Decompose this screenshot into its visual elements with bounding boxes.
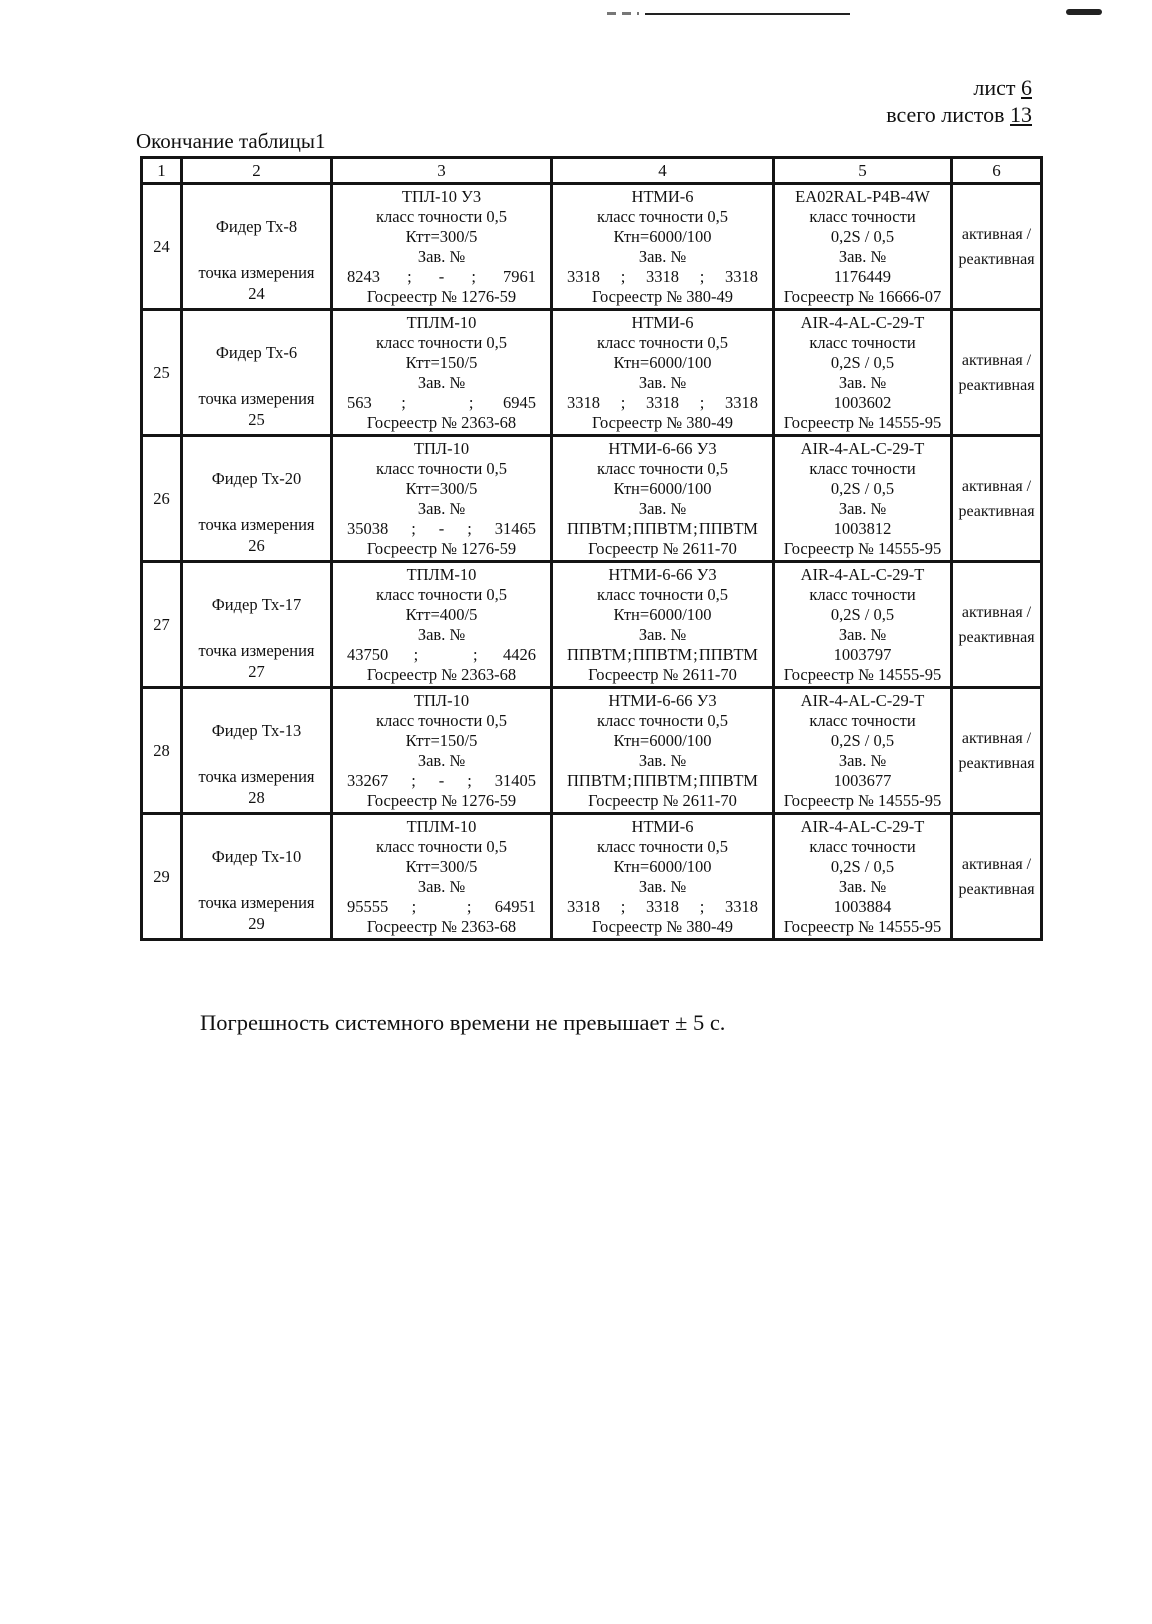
- serial-part: ;: [620, 897, 626, 916]
- measuring-point: [183, 640, 330, 683]
- vt-type: НТМИ-6-66 У3: [608, 691, 717, 710]
- meter-serial-label: Зав. №: [838, 247, 887, 266]
- sheet-label: лист: [973, 75, 1016, 100]
- serial-part: ;: [467, 519, 472, 538]
- energy-type: [953, 348, 1040, 398]
- feeder-stack: [183, 311, 330, 431]
- feeder-cell: [182, 436, 332, 562]
- vt-type: НТМИ-6: [631, 817, 694, 836]
- measuring-point-label: точка измерения: [198, 767, 315, 786]
- current-transformer-cell: [332, 814, 552, 940]
- ct-type: ТПЛ-10: [413, 439, 470, 458]
- serial-part: ;: [693, 645, 698, 664]
- ct-accuracy-class: класс точности 0,5: [375, 333, 508, 352]
- ct-accuracy-class: класс точности 0,5: [375, 207, 508, 226]
- meter-type: AIR-4-AL-C-29-T: [800, 439, 925, 458]
- ct-registry-number: Госреестр № 2363-68: [366, 413, 517, 432]
- feeder-cell: [182, 814, 332, 940]
- current-transformer-stack: [333, 439, 550, 558]
- current-transformer-cell: [332, 562, 552, 688]
- ct-serial-label: Зав. №: [417, 373, 466, 392]
- measuring-point: [183, 892, 330, 935]
- vt-serial-label: Зав. №: [638, 499, 687, 518]
- ct-ratio: Ктт=300/5: [405, 857, 478, 876]
- serial-part: ППВТМ: [567, 771, 627, 790]
- serial-part: 6945: [503, 393, 536, 412]
- serial-part: ППВТМ: [698, 645, 758, 664]
- vt-type: НТМИ-6-66 У3: [608, 565, 717, 584]
- serial-part: 3318: [725, 267, 758, 286]
- meter-stack: [775, 313, 950, 432]
- vt-ratio: Ктн=6000/100: [613, 479, 712, 498]
- feeder-stack: [183, 815, 330, 935]
- ct-ratio: Ктт=150/5: [405, 731, 478, 750]
- energy-type-line2: реактивная: [958, 628, 1035, 646]
- meter-serial-number: 1003677: [833, 771, 892, 790]
- current-transformer-cell: [332, 184, 552, 310]
- meter-cell: [774, 688, 952, 814]
- meter-accuracy-label: класс точности: [809, 585, 916, 604]
- total-sheets-label: всего листов: [886, 102, 1005, 127]
- table-body: [142, 184, 1042, 940]
- feeder-stack: [183, 689, 330, 809]
- ct-type: ТПЛ-10: [413, 691, 470, 710]
- ct-ratio: Ктт=400/5: [405, 605, 478, 624]
- feeder-cell: [182, 184, 332, 310]
- ct-accuracy-class: класс точности 0,5: [375, 459, 508, 478]
- vt-ratio: Ктн=6000/100: [613, 731, 712, 750]
- meter-accuracy-label: класс точности: [809, 711, 916, 730]
- row-number: 28: [142, 688, 182, 814]
- measuring-point: [183, 766, 330, 809]
- feeder-name: Фидер Тх-17: [211, 595, 302, 614]
- ct-type: ТПЛМ-10: [406, 313, 477, 332]
- feeder-stack: [183, 185, 330, 305]
- table-row: [142, 562, 1042, 688]
- vt-registry-number: Госреестр № 2611-70: [588, 791, 737, 810]
- meter-serial-label: Зав. №: [838, 625, 887, 644]
- column-header-4: 4: [552, 158, 774, 184]
- voltage-transformer-stack: [553, 187, 772, 306]
- vt-accuracy-class: класс точности 0,5: [596, 837, 729, 856]
- serial-part: [440, 897, 444, 916]
- ct-type: ТПЛМ-10: [406, 565, 477, 584]
- serial-part: 31465: [494, 519, 536, 538]
- energy-type-line1: активная /: [961, 855, 1032, 873]
- vt-serial-label: Зав. №: [638, 625, 687, 644]
- row-number: 29: [142, 814, 182, 940]
- ct-serial-numbers: [333, 771, 550, 790]
- vt-serial-numbers: [553, 897, 772, 916]
- meter-stack: [775, 187, 950, 306]
- meter-accuracy-value: 0,2S / 0,5: [830, 353, 895, 372]
- meter-stack: [775, 691, 950, 810]
- ct-serial-label: Зав. №: [417, 877, 466, 896]
- measuring-point-label: точка измерения: [198, 641, 315, 660]
- feeder-cell: [182, 688, 332, 814]
- vt-type: НТМИ-6: [631, 313, 694, 332]
- voltage-transformer-cell: [552, 562, 774, 688]
- ct-type: ТПЛМ-10: [406, 817, 477, 836]
- energy-type-cell: [952, 562, 1042, 688]
- table-caption: Окончание таблицы1: [136, 129, 326, 153]
- voltage-transformer-cell: [552, 184, 774, 310]
- vt-registry-number: Госреестр № 380-49: [591, 287, 734, 306]
- voltage-transformer-stack: [553, 313, 772, 432]
- current-transformer-cell: [332, 436, 552, 562]
- vt-accuracy-class: класс точности 0,5: [596, 333, 729, 352]
- energy-type: [953, 852, 1040, 902]
- scan-artifact-line: [645, 13, 850, 15]
- row-number: 24: [142, 184, 182, 310]
- ct-serial-numbers: [333, 519, 550, 538]
- current-transformer-stack: [333, 187, 550, 306]
- meter-stack: [775, 817, 950, 936]
- meter-type: AIR-4-AL-C-29-T: [800, 691, 925, 710]
- meter-type: AIR-4-AL-C-29-T: [800, 313, 925, 332]
- ct-accuracy-class: класс точности 0,5: [375, 711, 508, 730]
- meter-registry-number: Госреестр № 14555-95: [783, 917, 942, 936]
- meter-type: ЕА02RAL-P4B-4W: [795, 187, 930, 206]
- measuring-point: [183, 388, 330, 431]
- meter-accuracy-label: класс точности: [809, 333, 916, 352]
- serial-part: ;: [407, 267, 412, 286]
- serial-part: 31405: [494, 771, 536, 790]
- meter-type: AIR-4-AL-C-29-T: [800, 817, 925, 836]
- energy-type-line1: активная /: [961, 729, 1032, 747]
- serial-part: -: [438, 771, 445, 790]
- measuring-point-number: 26: [248, 536, 265, 555]
- serial-part: 3318: [646, 393, 679, 412]
- vt-accuracy-class: класс точности 0,5: [596, 585, 729, 604]
- serial-part: ;: [401, 393, 406, 412]
- energy-type-cell: [952, 688, 1042, 814]
- serial-part: ;: [693, 519, 698, 538]
- row-number: 25: [142, 310, 182, 436]
- column-header-1: 1: [142, 158, 182, 184]
- ct-registry-number: Госреестр № 1276-59: [366, 287, 517, 306]
- voltage-transformer-stack: [553, 565, 772, 684]
- serial-part: ППВТМ: [632, 771, 693, 790]
- energy-type-line2: реактивная: [958, 754, 1035, 772]
- meter-serial-number: 1003812: [833, 519, 892, 538]
- serial-part: ;: [620, 393, 626, 412]
- energy-type: [953, 726, 1040, 776]
- vt-serial-numbers: [553, 771, 772, 790]
- serial-part: 3318: [725, 897, 758, 916]
- meter-registry-number: Госреестр № 16666-07: [783, 287, 942, 306]
- voltage-transformer-cell: [552, 310, 774, 436]
- feeder-name: Фидер Тх-20: [211, 469, 302, 488]
- vt-serial-label: Зав. №: [638, 247, 687, 266]
- meter-serial-label: Зав. №: [838, 751, 887, 770]
- sheet-number: 6: [1021, 75, 1032, 100]
- energy-type-line1: активная /: [961, 351, 1032, 369]
- vt-serial-label: Зав. №: [638, 877, 687, 896]
- ct-serial-numbers: [333, 393, 550, 412]
- current-transformer-cell: [332, 310, 552, 436]
- voltage-transformer-stack: [553, 439, 772, 558]
- vt-registry-number: Госреестр № 380-49: [591, 917, 734, 936]
- total-sheets-line: [886, 101, 1032, 128]
- energy-type-line2: реактивная: [958, 376, 1035, 394]
- serial-part: ;: [466, 897, 472, 916]
- serial-part: -: [438, 519, 445, 538]
- voltage-transformer-cell: [552, 814, 774, 940]
- measuring-point: [183, 514, 330, 557]
- voltage-transformer-stack: [553, 817, 772, 936]
- serial-part: ППВТМ: [632, 519, 693, 538]
- serial-part: ;: [699, 393, 705, 412]
- measuring-point-number: 29: [248, 914, 265, 933]
- vt-serial-label: Зав. №: [638, 373, 687, 392]
- energy-type-line2: реактивная: [958, 250, 1035, 268]
- table-row: [142, 184, 1042, 310]
- meter-registry-number: Госреестр № 14555-95: [783, 791, 942, 810]
- meter-stack: [775, 439, 950, 558]
- meter-serial-label: Зав. №: [838, 877, 887, 896]
- current-transformer-stack: [333, 313, 550, 432]
- ct-serial-label: Зав. №: [417, 247, 466, 266]
- meter-type: AIR-4-AL-C-29-T: [800, 565, 925, 584]
- serial-part: ППВТМ: [632, 645, 693, 664]
- meter-serial-number: 1003797: [833, 645, 892, 664]
- scan-artifact-mark: [1066, 9, 1102, 15]
- voltage-transformer-stack: [553, 691, 772, 810]
- current-transformer-stack: [333, 817, 550, 936]
- energy-type-cell: [952, 436, 1042, 562]
- energy-type-line1: активная /: [961, 225, 1032, 243]
- system-time-note: Погрешность системного времени не превышает ± 5 с.: [200, 1010, 726, 1035]
- row-number: 27: [142, 562, 182, 688]
- serial-part: ;: [413, 645, 419, 664]
- ct-accuracy-class: класс точности 0,5: [375, 585, 508, 604]
- vt-ratio: Ктн=6000/100: [613, 605, 712, 624]
- meter-registry-number: Госреестр № 14555-95: [783, 665, 942, 684]
- vt-accuracy-class: класс точности 0,5: [596, 207, 729, 226]
- energy-type-cell: [952, 310, 1042, 436]
- serial-part: ;: [699, 267, 705, 286]
- energy-type-cell: [952, 184, 1042, 310]
- serial-part: ;: [627, 645, 632, 664]
- serial-part: ППВТМ: [698, 771, 758, 790]
- feeder-name: Фидер Тх-8: [215, 217, 298, 236]
- energy-type: [953, 600, 1040, 650]
- serial-part: ;: [699, 897, 705, 916]
- table-header: [142, 158, 1042, 184]
- vt-serial-numbers: [553, 267, 772, 286]
- vt-accuracy-class: класс точности 0,5: [596, 459, 729, 478]
- serial-part: 3318: [567, 393, 600, 412]
- ct-registry-number: Госреестр № 1276-59: [366, 791, 517, 810]
- energy-type-line2: реактивная: [958, 502, 1035, 520]
- serial-part: ;: [620, 267, 626, 286]
- serial-part: ППВТМ: [567, 519, 627, 538]
- vt-ratio: Ктн=6000/100: [613, 857, 712, 876]
- ct-ratio: Ктт=150/5: [405, 353, 478, 372]
- meter-cell: [774, 814, 952, 940]
- feeder-name: Фидер Тх-13: [211, 721, 302, 740]
- current-transformer-cell: [332, 688, 552, 814]
- vt-serial-numbers: [553, 393, 772, 412]
- table-row: [142, 436, 1042, 562]
- serial-part: 64951: [494, 897, 536, 916]
- measuring-point-label: точка измерения: [198, 263, 315, 282]
- sheet-info: [886, 74, 1032, 128]
- vt-serial-numbers: [553, 645, 772, 664]
- serial-part: 3318: [567, 267, 600, 286]
- meter-accuracy-value: 0,2S / 0,5: [830, 227, 895, 246]
- metering-table: [140, 156, 1043, 941]
- feeder-name: Фидер Тх-10: [211, 847, 302, 866]
- serial-part: 95555: [347, 897, 389, 916]
- meter-cell: [774, 436, 952, 562]
- vt-registry-number: Госреестр № 2611-70: [588, 539, 737, 558]
- energy-type-cell: [952, 814, 1042, 940]
- meter-stack: [775, 565, 950, 684]
- meter-cell: [774, 310, 952, 436]
- scan-artifact-dashes: [607, 12, 639, 15]
- total-sheets-number: 13: [1010, 102, 1032, 127]
- serial-part: ППВТМ: [698, 519, 758, 538]
- serial-part: 33267: [347, 771, 389, 790]
- vt-type: НТМИ-6: [631, 187, 694, 206]
- column-header-2: 2: [182, 158, 332, 184]
- voltage-transformer-cell: [552, 688, 774, 814]
- feeder-cell: [182, 310, 332, 436]
- serial-part: 43750: [347, 645, 389, 664]
- feeder-stack: [183, 563, 330, 683]
- serial-part: 7961: [503, 267, 536, 286]
- measuring-point-number: 28: [248, 788, 265, 807]
- ct-accuracy-class: класс точности 0,5: [375, 837, 508, 856]
- meter-accuracy-value: 0,2S / 0,5: [830, 479, 895, 498]
- vt-registry-number: Госреестр № 380-49: [591, 413, 734, 432]
- serial-part: [444, 645, 448, 664]
- measuring-point-label: точка измерения: [198, 389, 315, 408]
- column-header-5: 5: [774, 158, 952, 184]
- meter-accuracy-label: класс точности: [809, 459, 916, 478]
- measuring-point-number: 25: [248, 410, 265, 429]
- ct-ratio: Ктт=300/5: [405, 479, 478, 498]
- ct-serial-label: Зав. №: [417, 751, 466, 770]
- meter-accuracy-value: 0,2S / 0,5: [830, 605, 895, 624]
- vt-type: НТМИ-6-66 У3: [608, 439, 717, 458]
- meter-accuracy-value: 0,2S / 0,5: [830, 731, 895, 750]
- meter-cell: [774, 562, 952, 688]
- row-number: 26: [142, 436, 182, 562]
- serial-part: ;: [411, 897, 417, 916]
- feeder-cell: [182, 562, 332, 688]
- serial-part: -: [438, 267, 445, 286]
- ct-type: ТПЛ-10 У3: [401, 187, 482, 206]
- measuring-point-label: точка измерения: [198, 515, 315, 534]
- serial-part: 3318: [567, 897, 600, 916]
- voltage-transformer-cell: [552, 436, 774, 562]
- vt-ratio: Ктн=6000/100: [613, 227, 712, 246]
- serial-part: 35038: [347, 519, 389, 538]
- measuring-point: [183, 262, 330, 305]
- ct-serial-numbers: [333, 897, 550, 916]
- serial-part: ;: [627, 771, 632, 790]
- column-number-row: [142, 158, 1042, 184]
- column-header-6: 6: [952, 158, 1042, 184]
- vt-serial-label: Зав. №: [638, 751, 687, 770]
- energy-type-line1: активная /: [961, 477, 1032, 495]
- serial-part: ;: [411, 519, 416, 538]
- meter-serial-label: Зав. №: [838, 373, 887, 392]
- energy-type-line1: активная /: [961, 603, 1032, 621]
- serial-part: 8243: [347, 267, 380, 286]
- measuring-point-label: точка измерения: [198, 893, 315, 912]
- feeder-name: Фидер Тх-6: [215, 343, 298, 362]
- ct-registry-number: Госреестр № 1276-59: [366, 539, 517, 558]
- serial-part: ;: [471, 267, 476, 286]
- serial-part: 3318: [725, 393, 758, 412]
- ct-ratio: Ктт=300/5: [405, 227, 478, 246]
- serial-part: ;: [467, 771, 472, 790]
- serial-part: 563: [347, 393, 372, 412]
- vt-ratio: Ктн=6000/100: [613, 353, 712, 372]
- energy-type-line2: реактивная: [958, 880, 1035, 898]
- meter-accuracy-label: класс точности: [809, 837, 916, 856]
- ct-registry-number: Госреестр № 2363-68: [366, 917, 517, 936]
- serial-part: ;: [411, 771, 416, 790]
- serial-part: ;: [473, 645, 478, 664]
- measuring-point-number: 27: [248, 662, 265, 681]
- serial-part: [435, 393, 439, 412]
- serial-part: 4426: [503, 645, 536, 664]
- vt-serial-numbers: [553, 519, 772, 538]
- meter-serial-number: 1176449: [833, 267, 892, 286]
- table-row: [142, 310, 1042, 436]
- table-row: [142, 688, 1042, 814]
- vt-accuracy-class: класс точности 0,5: [596, 711, 729, 730]
- ct-serial-numbers: [333, 645, 550, 664]
- current-transformer-stack: [333, 691, 550, 810]
- energy-type: [953, 474, 1040, 524]
- ct-serial-label: Зав. №: [417, 499, 466, 518]
- meter-accuracy-value: 0,2S / 0,5: [830, 857, 895, 876]
- meter-accuracy-label: класс точности: [809, 207, 916, 226]
- serial-part: ;: [468, 393, 474, 412]
- column-header-3: 3: [332, 158, 552, 184]
- serial-part: 3318: [646, 267, 679, 286]
- measuring-point-number: 24: [248, 284, 265, 303]
- current-transformer-stack: [333, 565, 550, 684]
- meter-registry-number: Госреестр № 14555-95: [783, 413, 942, 432]
- ct-serial-label: Зав. №: [417, 625, 466, 644]
- meter-cell: [774, 184, 952, 310]
- serial-part: ;: [693, 771, 698, 790]
- meter-serial-label: Зав. №: [838, 499, 887, 518]
- serial-part: 3318: [646, 897, 679, 916]
- meter-registry-number: Госреестр № 14555-95: [783, 539, 942, 558]
- meter-serial-number: 1003884: [833, 897, 892, 916]
- meter-serial-number: 1003602: [833, 393, 892, 412]
- serial-part: ППВТМ: [567, 645, 627, 664]
- vt-registry-number: Госреестр № 2611-70: [588, 665, 737, 684]
- feeder-stack: [183, 437, 330, 557]
- serial-part: ;: [627, 519, 632, 538]
- ct-serial-numbers: [333, 267, 550, 286]
- sheet-number-line: [886, 74, 1032, 101]
- ct-registry-number: Госреестр № 2363-68: [366, 665, 517, 684]
- table-row: [142, 814, 1042, 940]
- energy-type: [953, 222, 1040, 272]
